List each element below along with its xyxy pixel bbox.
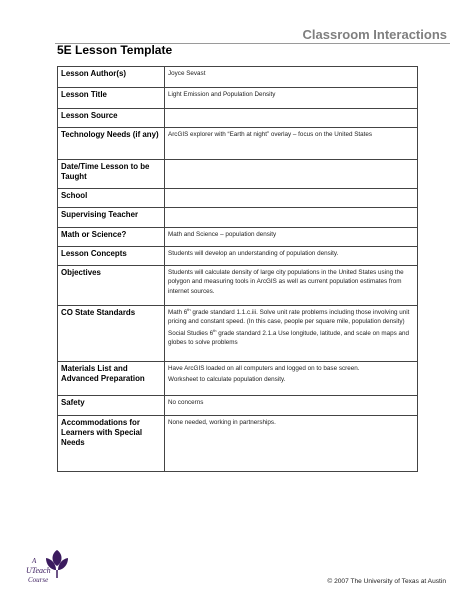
document-title: 5E Lesson Template (57, 43, 173, 57)
materials-line: Worksheet to calculate population density. (168, 376, 286, 384)
uteach-logo (24, 544, 76, 588)
table-row (58, 109, 418, 128)
math-standard: Math 6th grade standard 1.1.c.iii. Solve unit rate problems including those involving unit pricing and constant speed. (In this case, people per square mile, population density) (168, 306, 410, 326)
row-label: Safety (58, 396, 165, 416)
row-value (165, 160, 418, 189)
row-value (165, 208, 418, 228)
logo-line: UTeach (26, 566, 51, 575)
lesson-template-table (57, 66, 418, 472)
row-label: School (58, 189, 165, 208)
row-label: CO State Standards (58, 306, 165, 362)
table-row (58, 306, 418, 362)
row-value: ArcGIS explorer with “Earth at night” overlay – focus on the United States (165, 128, 418, 160)
table-row (58, 189, 418, 208)
row-value: No concerns (165, 396, 418, 416)
row-label: Date/Time Lesson to be Taught (58, 160, 165, 189)
table-row (58, 208, 418, 228)
table-row (58, 362, 418, 396)
row-value (165, 362, 418, 396)
row-label: Supervising Teacher (58, 208, 165, 228)
table-row (58, 128, 418, 160)
row-label: Lesson Author(s) (58, 67, 165, 88)
table-row (58, 228, 418, 247)
logo-line: Course (28, 576, 49, 584)
row-value: Students will develop an understanding of population density. (165, 247, 418, 266)
table-row (58, 88, 418, 109)
table-row (58, 266, 418, 306)
row-label: Lesson Source (58, 109, 165, 128)
social-studies-standard: Social Studies 6th grade standard 2.1.a Use longitude, latitude, and scale on maps and globes to solve problems (168, 327, 410, 347)
table-row (58, 247, 418, 266)
table-row (58, 67, 418, 88)
row-value (165, 109, 418, 128)
row-value: Math and Science – population density (165, 228, 418, 247)
row-label: Accommodations for Learners with Special Needs (58, 416, 165, 472)
row-value (165, 306, 418, 362)
row-label: Technology Needs (if any) (58, 128, 165, 160)
footer-copyright: © 2007 The University of Texas at Austin (327, 578, 446, 585)
row-label: Materials List and Advanced Preparation (58, 362, 165, 396)
table-row (58, 416, 418, 472)
row-label: Lesson Title (58, 88, 165, 109)
row-label: Math or Science? (58, 228, 165, 247)
row-value (165, 189, 418, 208)
materials-line: Have ArcGIS loaded on all computers and logged on to base screen. (168, 365, 360, 372)
logo-line: A (32, 557, 37, 565)
row-value: None needed, working in partnerships. (165, 416, 418, 472)
row-value: Students will calculate density of large city populations in the United States using the polygon and measuring tools in ArcGIS as well as current population estimates from internet sources. (165, 266, 418, 306)
row-label: Lesson Concepts (58, 247, 165, 266)
table-row (58, 396, 418, 416)
row-value: Light Emission and Population Density (165, 88, 418, 109)
row-value: Joyce Sevast (165, 67, 418, 88)
table-row (58, 160, 418, 189)
row-label: Objectives (58, 266, 165, 306)
header-title: Classroom Interactions (302, 27, 447, 42)
